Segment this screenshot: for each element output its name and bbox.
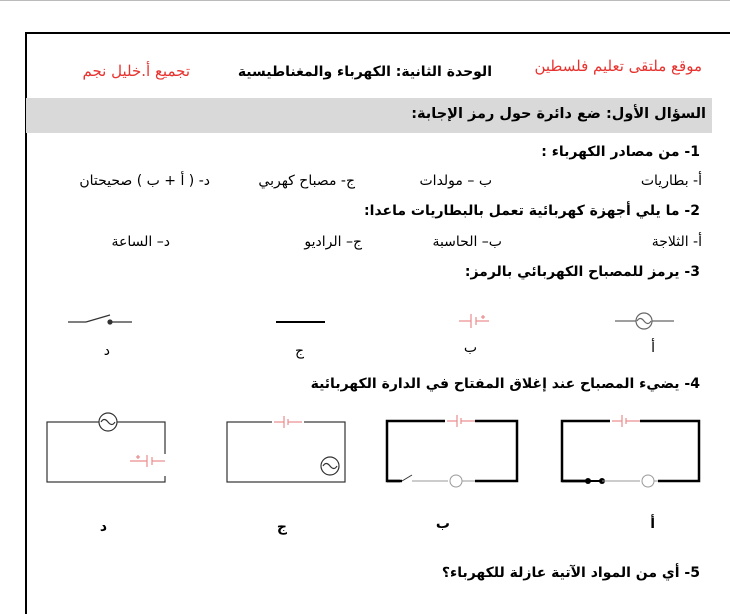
q3-label-c[interactable]: ج (294, 343, 304, 359)
q5-text: 5- أي من المواد الآتية عازلة للكهرباء؟ (441, 565, 700, 581)
q4-text: 4- يضيء المصباح عند إغلاق المفتاح في الدارة الكهربائية (310, 376, 700, 392)
q3-label-d[interactable]: د (103, 343, 110, 359)
q1-option-c[interactable]: ج- مصباح كهربي (258, 173, 355, 189)
circuit-b (387, 415, 517, 488)
q4-label-d[interactable]: د (99, 519, 107, 535)
circuit-d (47, 413, 171, 482)
lamp-symbol (615, 313, 674, 329)
q2-text: 2- ما يلي أجهزة كهربائية تعمل بالبطاريات ماعدا: (364, 203, 700, 219)
q4-label-b[interactable]: ب (435, 516, 450, 532)
q4-label-c[interactable]: ج (276, 519, 287, 535)
q3-text: 3- يرمز للمصباح الكهربائي بالرمز: (464, 264, 700, 280)
q2-option-c[interactable]: ج– الراديو (304, 234, 362, 250)
switch-symbol (68, 315, 132, 324)
q3-label-a[interactable]: أ (651, 340, 655, 356)
q1-option-d[interactable]: د- ( أ + ب ) صحيحتان (79, 173, 210, 189)
q3-label-b[interactable]: ب (463, 340, 477, 356)
q1-option-a[interactable]: أ- بطاريات (640, 173, 702, 189)
q1-option-b[interactable]: ب – مولدات (419, 173, 492, 189)
q2-option-b[interactable]: ب– الحاسبة (432, 234, 502, 250)
section-title: السؤال الأول: ضع دائرة حول رمز الإجابة: (411, 106, 706, 122)
battery-symbol (459, 314, 489, 328)
q1-text: 1- من مصادر الكهرباء : (541, 144, 700, 160)
circuit-c (227, 416, 345, 482)
unit-title: الوحدة الثانية: الكهرباء والمغناطيسية (237, 64, 492, 80)
circuit-a (562, 415, 699, 488)
compiler-name: تجميع أ.خليل نجم (82, 62, 190, 80)
q4-label-a[interactable]: أ (650, 516, 655, 532)
site-name: موقع ملتقى تعليم فلسطين (534, 57, 702, 75)
q2-option-d[interactable]: د– الساعة (111, 234, 170, 250)
q2-option-a[interactable]: أ- الثلاجة (651, 234, 702, 250)
